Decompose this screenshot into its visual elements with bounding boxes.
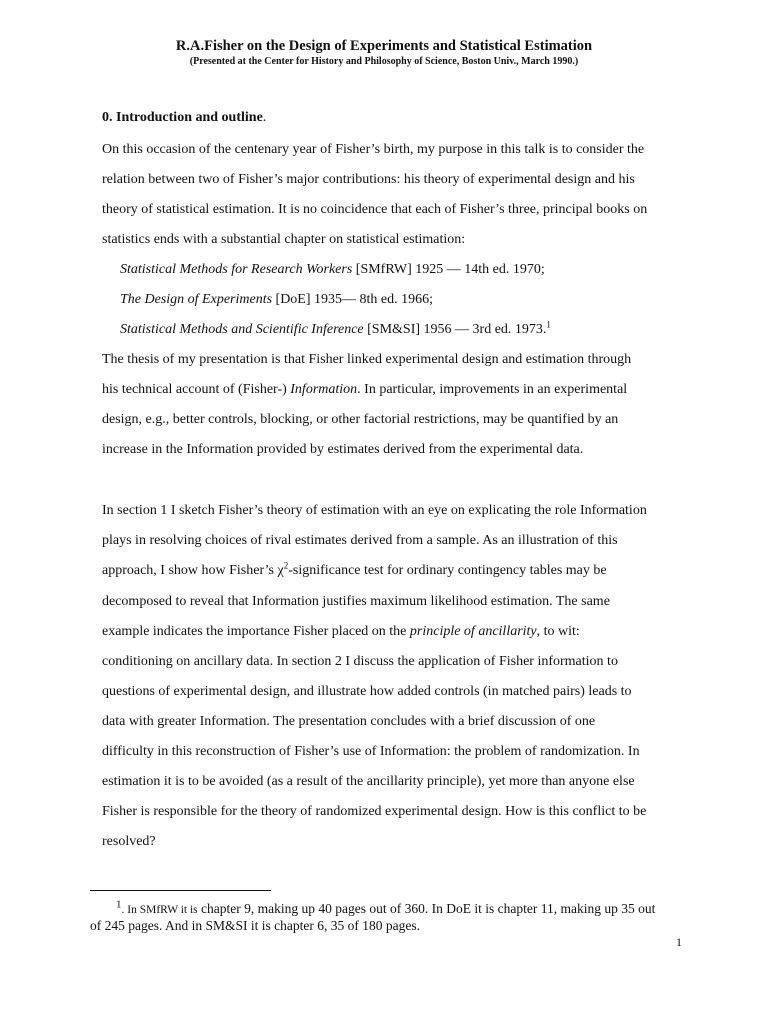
p3-text: approach, I show how Fisher’s [102, 563, 278, 578]
footnote-reference[interactable]: 1 [546, 319, 551, 330]
p3-line-3 [102, 562, 607, 580]
p2-text: his technical account of (Fisher-) [102, 382, 291, 397]
p3-emphasis: principle of ancillarity [409, 624, 537, 639]
book-item-smfrw [120, 261, 545, 279]
p1-line-2: relation between two of Fisher’s major contributions: his theory of experimental design and his [102, 172, 635, 187]
p2-emphasis: Information [290, 382, 358, 397]
book-details: [SM&SI] 1956 — 3rd ed. 1973. [363, 322, 547, 337]
p3-line-1: In section 1 I sketch Fisher’s theory of estimation with an eye on explicating the role Information [102, 503, 647, 518]
paper-subtitle: (Presented at the Center for History and Philosophy of Science, Boston Univ., March 1990.) [189, 56, 579, 67]
p3-line-8: data with greater Information. The presentation concludes with a brief discussion of one [102, 714, 596, 729]
book-title: Statistical Methods for Research Workers [120, 262, 353, 277]
p3-line-2: plays in resolving choices of rival estimates derived from a sample. As an illustration of this [102, 533, 618, 548]
paper-title: R.A.Fisher on the Design of Experiments and Statistical Estimation [175, 38, 593, 54]
footnote-line-2: of 245 pages. And in SM&SI it is chapter 6, 35 of 180 pages. [90, 918, 420, 933]
footnote-divider [90, 890, 271, 891]
p2-text: . In particular, improvements in an experimental [357, 382, 628, 397]
section-heading-period: . [262, 110, 267, 125]
p1-line-4: statistics ends with a substantial chapter on statistical estimation: [102, 232, 466, 247]
chi-exponent: 2 [283, 560, 289, 571]
book-item-doe [120, 291, 433, 309]
p3-line-4: decomposed to reveal that Information justifies maximum likelihood estimation. The same [102, 594, 610, 609]
p3-line-6: conditioning on ancillary data. In section 2 I discuss the application of Fisher information to [102, 654, 618, 669]
footnote-small-text: In SMfRW it is [124, 904, 198, 916]
footnote-dot: . [121, 904, 125, 916]
book-title: The Design of Experiments [120, 292, 273, 307]
p3-text: example indicates the importance Fisher placed on the [102, 624, 410, 639]
footnote-mark: 1 [116, 898, 122, 911]
book-details: [SMfRW] 1925 — 14th ed. 1970; [352, 262, 545, 277]
footnote-text: chapter 9, making up 40 pages out of 360. In DoE it is chapter 11, making up 35 out [197, 901, 656, 916]
p2-line-2 [102, 381, 627, 399]
p3-text: -significance test for ordinary contingency tables may be [288, 563, 607, 578]
book-title: Statistical Methods and Scientific Inference [120, 322, 364, 337]
p3-line-12: resolved? [102, 834, 156, 849]
section-heading-text: 0. Introduction and outline [102, 110, 263, 125]
p1-line-1: On this occasion of the centenary year of Fisher’s birth, my purpose in this talk is to consider the [102, 142, 645, 157]
p3-text: , to wit: [536, 624, 580, 639]
p3-line-5 [102, 623, 580, 641]
p2-line-1: The thesis of my presentation is that Fisher linked experimental design and estimation through [102, 352, 632, 367]
p2-line-3: design, e.g., better controls, blocking, or other factorial restrictions, may be quantified by an [102, 412, 619, 427]
p1-line-3: theory of statistical estimation. It is no coincidence that each of Fisher’s three, principal books on [102, 202, 648, 217]
p2-line-4: increase in the Information provided by estimates derived from the experimental data. [102, 442, 584, 457]
book-details: [DoE] 1935— 8th ed. 1966; [272, 292, 434, 307]
chi-symbol: χ [277, 563, 284, 578]
p3-line-10: estimation it is to be avoided (as a result of the ancillarity principle), yet more than anyone else [102, 774, 635, 789]
p3-line-11: Fisher is responsible for the theory of randomized experimental design. How is this conflict to be [102, 804, 647, 819]
p3-line-9: difficulty in this reconstruction of Fisher’s use of Information: the problem of randomization. In [102, 744, 640, 759]
page-number: 1 [676, 935, 682, 949]
book-item-smsi [120, 321, 551, 339]
section-heading [102, 110, 266, 126]
p3-line-7: questions of experimental design, and illustrate how added controls (in matched pairs) leads to [102, 684, 632, 699]
